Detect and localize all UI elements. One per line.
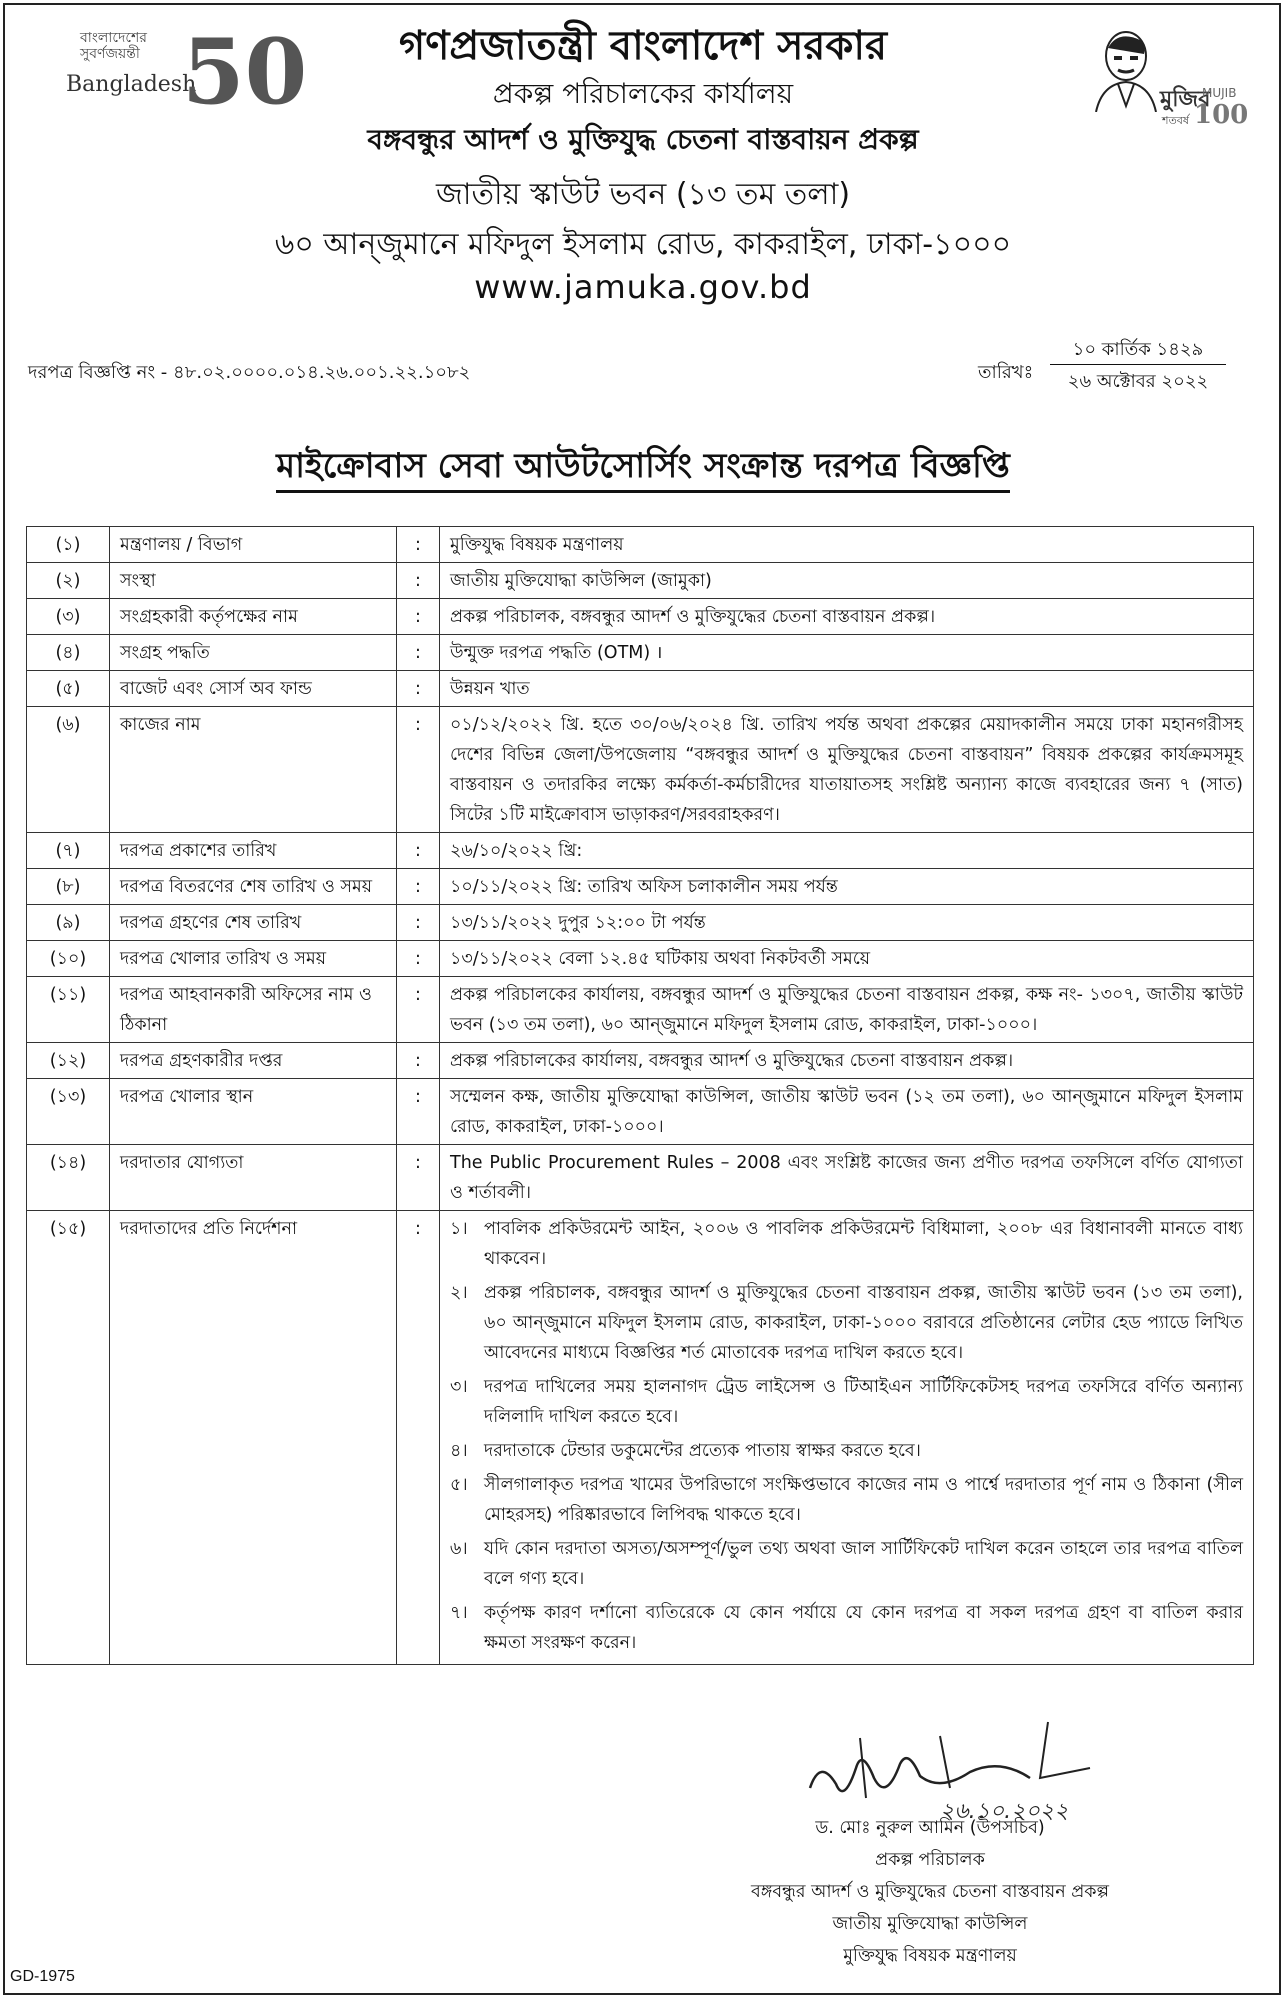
row-label: দরপত্র খোলার তারিখ ও সময়	[110, 941, 397, 977]
row-colon: :	[397, 563, 440, 599]
row-label: দরপত্র গ্রহণকারীর দপ্তর	[110, 1043, 397, 1079]
row-label: দরপত্র খোলার স্থান	[110, 1079, 397, 1145]
project-title: বঙ্গবন্ধুর আদর্শ ও মুক্তিযুদ্ধ চেতনা বাস্তবায়ন প্রকল্প	[367, 123, 919, 156]
signature-date: ২৬.১০.২০২২	[940, 1799, 1069, 1824]
row-value: ১০/১১/২০২২ খ্রি: তারিখ অফিস চলাকালীন সময় পর্যন্ত	[440, 869, 1254, 905]
row-colon: :	[397, 869, 440, 905]
row-colon: :	[397, 671, 440, 707]
govt-title: গণপ্রজাতন্ত্রী বাংলাদেশ সরকার	[399, 23, 887, 69]
row-number: (৬)	[27, 707, 110, 833]
logo-sub: শতবর্ষ	[1162, 114, 1189, 127]
row-number: (৮)	[27, 869, 110, 905]
row-colon: :	[397, 905, 440, 941]
date-bangla: ১০ কার্তিক ১৪২৯	[1050, 336, 1226, 365]
instruction-item: ৭। কর্তৃপক্ষ কারণ দর্শানো ব্যতিরেকে যে কোন পর্যায়ে যে কোন দরপত্র বা সকল দরপত্র গ্রহণ বা বাতিল করার ক্ষমতা সংরক্ষণ করেন।	[450, 1603, 1243, 1653]
row-number: (১৩)	[27, 1079, 110, 1145]
date-box	[1050, 336, 1226, 397]
row-colon: :	[397, 1043, 440, 1079]
logo-number: 50	[182, 19, 308, 125]
row-number: (১৪)	[27, 1145, 110, 1211]
row-colon: :	[397, 1211, 440, 1665]
date-english: ২৬ অক্টোবর ২০২২	[1067, 371, 1209, 392]
row-label: কাজের নাম	[110, 707, 397, 833]
row-colon: :	[397, 1145, 440, 1211]
table-row	[27, 599, 1254, 635]
table-row	[27, 671, 1254, 707]
logo-country-text: Bangladesh	[66, 72, 197, 97]
logo-mujib-text: মুজিব	[1160, 87, 1211, 112]
website-line: www.jamuka.gov.bd	[474, 268, 812, 306]
table-row	[27, 1043, 1254, 1079]
row-colon: :	[397, 977, 440, 1043]
row-label: বাজেট এবং সোর্স অব ফান্ড	[110, 671, 397, 707]
notice-title: মাইক্রোবাস সেবা আউটসোর্সিং সংক্রান্ত দরপত্র বিজ্ঞপ্তি	[276, 446, 1010, 493]
table-row	[27, 977, 1254, 1043]
row-label: দরপত্র প্রকাশের তারিখ	[110, 833, 397, 869]
row-label: দরপত্র আহবানকারী অফিসের নাম ও ঠিকানা	[110, 977, 397, 1043]
tender-details-table	[26, 526, 1254, 1665]
row-label: দরদাতার যোগ্যতা	[110, 1145, 397, 1211]
row-number: (১১)	[27, 977, 110, 1043]
table-row	[27, 905, 1254, 941]
row-number: (১২)	[27, 1043, 110, 1079]
instructions-row	[27, 1211, 1254, 1665]
row-value: ১৩/১১/২০২২ দুপুর ১২:০০ টা পর্যন্ত	[440, 905, 1254, 941]
table-row	[27, 563, 1254, 599]
row-number: (১০)	[27, 941, 110, 977]
signatory-council: জাতীয় মুক্তিযোদ্ধা কাউন্সিল	[832, 1914, 1028, 1934]
row-label: দরপত্র বিতরণের শেষ তারিখ ও সময়	[110, 869, 397, 905]
row-label: দরদাতাদের প্রতি নির্দেশনা	[110, 1211, 397, 1665]
row-number: (১)	[27, 527, 110, 563]
row-value: The Public Procurement Rules – 2008 এবং সংশ্লিষ্ট কাজের জন্য প্রণীত দরপত্র তফসিলে বর্ণিত যোগ্যতা ও শর্তাবলী।	[440, 1145, 1254, 1211]
row-value: মুক্তিযুদ্ধ বিষয়ক মন্ত্রণালয়	[440, 527, 1254, 563]
row-label: মন্ত্রণালয় / বিভাগ	[110, 527, 397, 563]
instruction-item: ৪। দরদাতাকে টেন্ডার ডকুমেন্টের প্রত্যেক পাতায় স্বাক্ষর করতে হবে।	[450, 1441, 921, 1461]
row-value: উন্মুক্ত দরপত্র পদ্ধতি (OTM) ।	[440, 635, 1254, 671]
row-number: (৪)	[27, 635, 110, 671]
footer-code: GD-1975	[10, 1968, 75, 1985]
table-row	[27, 1145, 1254, 1211]
instruction-list	[440, 1211, 1254, 1665]
logo-mujib-latin: MUJIB	[1202, 86, 1237, 100]
signatory-project: বঙ্গবন্ধুর আদর্শ ও মুক্তিযুদ্ধের চেতনা বাস্তবায়ন প্রকল্প	[750, 1882, 1110, 1902]
row-label: সংগ্রহকারী কর্তৃপক্ষের নাম	[110, 599, 397, 635]
row-value: জাতীয় মুক্তিযোদ্ধা কাউন্সিল (জামুকা)	[440, 563, 1254, 599]
row-value: উন্নয়ন খাত	[440, 671, 1254, 707]
instruction-item: ৩। দরপত্র দাখিলের সময় হালনাগদ ট্রেড লাইসেন্স ও টিআইএন সার্টিফিকেটসহ দরপত্র তফসিরে বর্ণিত অন্যান্য দলিলাদি দাখিল করতে হবে।	[450, 1377, 1243, 1427]
row-label: সংস্থা	[110, 563, 397, 599]
row-colon: :	[397, 1079, 440, 1145]
row-value: সম্মেলন কক্ষ, জাতীয় মুক্তিযোদ্ধা কাউন্সিল, জাতীয় স্কাউট ভবন (১২ তম তলা), ৬০ আন্জুমানে মফিদুল ইসলাম রোড, কাকরাইল, ঢাকা-১০০০।	[440, 1079, 1254, 1145]
signature-block	[680, 1720, 1180, 1972]
instruction-item: ২। প্রকল্প পরিচালক, বঙ্গবন্ধুর আদর্শ ও মুক্তিযুদ্ধের চেতনা বাস্তবায়ন প্রকল্প, জাতীয় স্কাউট ভবন (১৩ তম তলা), ৬০ আন্জুমানে মফিদুল ইসলাম রোড, কাকরাইল, ঢাকা-১০০০ বরাবরে প্রতিষ্ঠানের লেটার হেড প্যাডে লিখিত আবেদনের মাধ্যমে বিজ্ঞপ্তির শর্ত মোতাবেক দরপত্র দাখিল করতে হবে।	[450, 1283, 1243, 1363]
row-number: (৩)	[27, 599, 110, 635]
table-row	[27, 833, 1254, 869]
table-row	[27, 941, 1254, 977]
row-number: (৫)	[27, 671, 110, 707]
notice-title-wrap	[0, 440, 1286, 497]
signatory-designation: প্রকল্প পরিচালক	[875, 1850, 985, 1870]
row-value: প্রকল্প পরিচালক, বঙ্গবন্ধুর আদর্শ ও মুক্তিযুদ্ধের চেতনা বাস্তবায়ন প্রকল্প।	[440, 599, 1254, 635]
instruction-item: ৫। সীলগালাকৃত দরপত্র খামের উপরিভাগে সংক্ষিপ্তভাবে কাজের নাম ও পার্শ্বে দরদাতার পূর্ণ নাম ও ঠিকানা (সীল মোহরসহ) পরিষ্কারভাবে লিপিবদ্ধ থাকতে হবে।	[450, 1475, 1243, 1525]
office-title: প্রকল্প পরিচালকের কার্যালয়	[492, 77, 794, 110]
row-colon: :	[397, 635, 440, 671]
row-label: দরপত্র গ্রহণের শেষ তারিখ	[110, 905, 397, 941]
row-colon: :	[397, 527, 440, 563]
table-row	[27, 1079, 1254, 1145]
table-row	[27, 527, 1254, 563]
date-label: তারিখঃ	[978, 362, 1034, 383]
row-value: ১৩/১১/২০২২ বেলা ১২.৪৫ ঘটিকায় অথবা নিকটবর্তী সময়ে	[440, 941, 1254, 977]
logo-hundred: 100	[1194, 100, 1249, 130]
row-value: প্রকল্প পরিচালকের কার্যালয়, বঙ্গবন্ধুর আদর্শ ও মুক্তিযুদ্ধের চেতনা বাস্তবায়ন প্রকল্প, কক্ষ নং- ১৩০৭, জাতীয় স্কাউট ভবন (১৩ তম তলা), ৬০ আন্জুমানে মফিদুল ইসলাম রোড, কাকরাইল, ঢাকা-১০০০।	[440, 977, 1254, 1043]
row-colon: :	[397, 833, 440, 869]
instruction-item: ৬। যদি কোন দরদাতা অসত্য/অসম্পূর্ণ/ভুল তথ্য অথবা জাল সার্টিফিকেট দাখিল করেন তাহলে তার দরপত্র বাতিল বলে গণ্য হবে।	[450, 1539, 1243, 1589]
row-colon: :	[397, 599, 440, 635]
instruction-item: ১। পাবলিক প্রকিউরমেন্ট আইন, ২০০৬ ও পাবলিক প্রকিউরমেন্ট বিধিমালা, ২০০৮ এর বিধানাবলী মানতে বাধ্য থাকবেন।	[450, 1219, 1243, 1269]
table-row	[27, 869, 1254, 905]
row-number: (১৫)	[27, 1211, 110, 1665]
table-row	[27, 635, 1254, 671]
reference-number: দরপত্র বিজ্ঞপ্তি নং - ৪৮.০২.০০০০.০১৪.২৬.০০১.২২.১০৮২	[28, 362, 471, 383]
building-line: জাতীয় স্কাউট ভবন (১৩ তম তলা)	[435, 177, 851, 212]
signatory-name: ড. মোঃ নুরুল আমিন (উপসচিব)	[815, 1818, 1045, 1838]
row-colon: :	[397, 941, 440, 977]
signatory-ministry: মুক্তিযুদ্ধ বিষয়ক মন্ত্রণালয়	[843, 1946, 1017, 1966]
row-number: (২)	[27, 563, 110, 599]
row-colon: :	[397, 707, 440, 833]
logo-bangla-text: বাংলাদেশের সুবর্ণজয়ন্তী	[80, 30, 147, 62]
row-value: প্রকল্প পরিচালকের কার্যালয়, বঙ্গবন্ধুর আদর্শ ও মুক্তিযুদ্ধের চেতনা বাস্তবায়ন প্রকল্প।	[440, 1043, 1254, 1079]
address-line: ৬০ আন্জুমানে মফিদুল ইসলাম রোড, কাকরাইল, ঢাকা-১০০০	[274, 227, 1012, 262]
row-label: সংগ্রহ পদ্ধতি	[110, 635, 397, 671]
row-value: ২৬/১০/২০২২ খ্রি:	[440, 833, 1254, 869]
row-number: (৯)	[27, 905, 110, 941]
table-row	[27, 707, 1254, 833]
row-number: (৭)	[27, 833, 110, 869]
row-value: ০১/১২/২০২২ খ্রি. হতে ৩০/০৬/২০২৪ খ্রি. তারিখ পর্যন্ত অথবা প্রকল্পের মেয়াদকালীন সময়ে ঢাকা মহানগরীসহ দেশের বিভিন্ন জেলা/উপজেলায় “বঙ্গবন্ধুর আদর্শ ও মুক্তিযুদ্ধের চেতনা বাস্তবায়ন” বিষয়ক প্রকল্পের কার্যক্রমসমূহ বাস্তবায়ন ও তদারকির লক্ষ্যে কর্মকর্তা-কর্মচারীদের যাতায়াতসহ সংশ্লিষ্ট অন্যান্য কাজে ব্যবহারের জন্য ৭ (সাত) সিটের ১টি মাইক্রোবাস ভাড়াকরণ/সরবরাহকরণ।	[440, 707, 1254, 833]
